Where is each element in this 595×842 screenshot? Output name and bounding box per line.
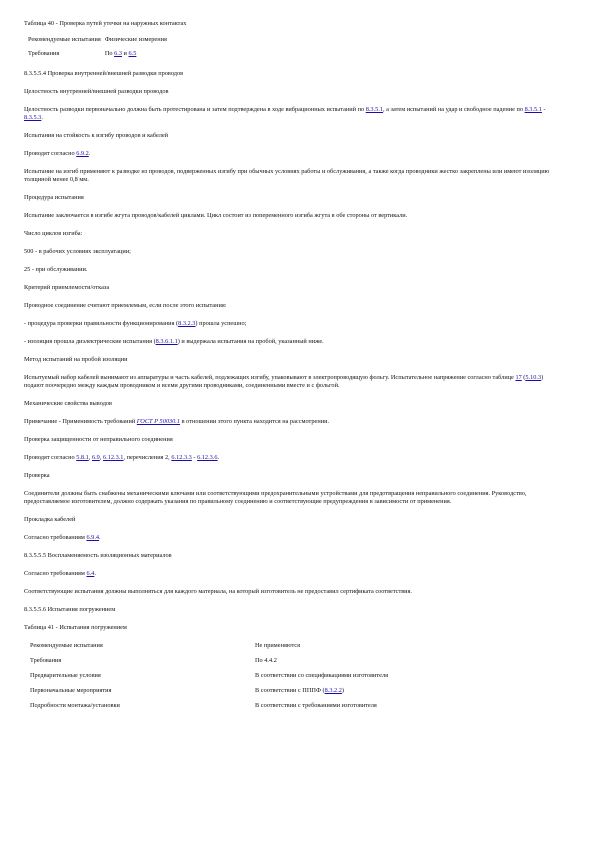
check-paragraph: Соединители должны быть снабжены механическими ключами или соответствующими предохранительными устройствами для предотвращения неправильного соединения. Руководство, предоставляемое изготовителем, должно содержать указания по правильному соединению и соответствующие предупреждения в зависимости от применения. xyxy=(24,490,527,505)
link-8-3-5-1[interactable]: 8.3.5.1 xyxy=(365,106,384,113)
table-40-title: Таблица 40 - Проверка путей утечки на наружных контактах xyxy=(24,20,187,27)
text-fragment: Согласно требованиям xyxy=(24,570,87,577)
criteria-item xyxy=(24,338,564,346)
link-gost-r-50030-1[interactable]: ГОСТ Р 50030.1 xyxy=(136,418,181,425)
cycles-heading: Число циклов изгиба: xyxy=(24,230,83,237)
table-cell: В соответствии со спецификациями изготовителя xyxy=(255,672,389,679)
table-row xyxy=(28,657,548,672)
criteria-item xyxy=(24,320,564,328)
mech-note xyxy=(24,418,564,426)
cycles-line: 500 - в рабочих условиях эксплуатации; xyxy=(24,248,131,255)
text-fragment: . xyxy=(88,150,91,157)
table-row xyxy=(26,36,169,50)
table-cell: Не применяются xyxy=(255,642,300,649)
section-heading-8-3-5-5-5: 8.3.5.5.5 Воспламеняемость изоляционных материалов xyxy=(24,552,172,559)
table-row xyxy=(26,50,169,64)
text-fragment: Проводят согласно xyxy=(24,454,77,461)
text-fragment: , перечисления 2, xyxy=(123,454,172,461)
text-fragment: ) прошла успешно; xyxy=(195,320,247,327)
table-cell: Подробности монтажа/установки xyxy=(30,702,120,709)
text-fragment: ) подают поочередно между каждым проводником и всеми другими проводниками, соединенными вместе и с фольгой. xyxy=(24,374,544,389)
section-heading-8-3-5-5-6: 8.3.5.5.6 Испытания погружением xyxy=(24,606,116,613)
text-fragment: . xyxy=(217,454,220,461)
link-8-3-6-1-1[interactable]: 8.3.6.1.1 xyxy=(155,338,178,345)
table-cell: В соответствии с требованиями изготовителя xyxy=(255,702,377,709)
criteria-heading: Критерий приемлемости/отказа xyxy=(24,284,110,291)
table-cell: Рекомендуемые испытания xyxy=(28,36,101,43)
table-cell: Рекомендуемые испытания xyxy=(30,642,103,649)
misconnection-reference xyxy=(24,454,564,462)
text-fragment: ( xyxy=(521,374,526,381)
document-page xyxy=(24,20,564,717)
bending-reference xyxy=(24,150,564,158)
mech-heading: Механические свойства выводов xyxy=(24,400,113,407)
breakdown-paragraph xyxy=(24,374,564,390)
link-8-3-2-3[interactable]: 8.3.2.3 xyxy=(178,320,196,327)
table-cell: Требования xyxy=(28,50,60,57)
integrity-paragraph xyxy=(24,106,564,122)
text-fragment: - xyxy=(191,454,198,461)
table-row xyxy=(28,642,548,657)
text-fragment: в отношении этого пункта находится на рассмотрении. xyxy=(180,418,330,425)
bending-heading: Испытания на стойкость к изгибу проводов и кабелей xyxy=(24,132,169,139)
table-cell: Первоначальные мероприятия xyxy=(30,687,112,694)
table-row xyxy=(28,672,548,687)
check-heading: Проверка xyxy=(24,472,50,479)
text-fragment: , xyxy=(88,454,92,461)
link-6-4[interactable]: 6.4 xyxy=(86,570,95,577)
misconnection-heading: Проверка защищенности от неправильного соединения xyxy=(24,436,173,443)
text-fragment: Целостность разводки первоначально должна быть протестирована и затем подтверждена в ходе вибрационных испытаний по xyxy=(24,106,366,113)
link-6-12-3-3[interactable]: 6.12.3.3 xyxy=(171,454,192,461)
link-6-5[interactable]: 6.5 xyxy=(128,50,137,57)
table-cell: По 4.4.2 xyxy=(255,657,277,664)
cycles-line: 25 - при обслуживании. xyxy=(24,266,88,273)
text-fragment: . xyxy=(41,114,43,121)
table-cell: Предварительные условия xyxy=(30,672,101,679)
link-6-9-4[interactable]: 6.9.4 xyxy=(86,534,100,541)
breakdown-heading: Метод испытаний на пробой изоляции xyxy=(24,356,128,363)
text-fragment: Согласно требованиям xyxy=(24,534,87,541)
text-fragment: Примечание - Применимость требований xyxy=(24,418,137,425)
laying-heading: Прокладка кабелей xyxy=(24,516,76,523)
link-5-10-3[interactable]: 5.10.3 xyxy=(525,374,542,381)
link-8-3-5-1-b[interactable]: 8.3.5.1 xyxy=(524,106,542,113)
laying-reference xyxy=(24,534,564,542)
text-fragment: - процедура проверки правильности функционирования ( xyxy=(24,320,179,327)
flammability-paragraph: Соответствующие испытания должны выполняться для каждого материала, на который изготовитель не предоставил сертификата соответствия. xyxy=(24,588,413,595)
table-41-title: Таблица 41 - Испытания погружением xyxy=(24,624,127,631)
table-row xyxy=(28,687,548,702)
table-cell xyxy=(103,50,169,64)
link-6-3[interactable]: 6.3 xyxy=(114,50,122,57)
link-5-8-1[interactable]: 5.8.1 xyxy=(76,454,89,461)
procedure-paragraph: Испытание заключается в изгибе жгута проводов/кабелей циклами. Цикл состоит из попеременного изгиба жгута в обе стороны от вертикали. xyxy=(24,212,408,219)
text-fragment: - изоляция прошла диэлектрические испытания ( xyxy=(24,338,156,345)
text-fragment: ) и выдержала испытания на пробой, указанный ниже. xyxy=(177,338,324,345)
link-table-17[interactable]: 17 xyxy=(515,374,522,381)
link-6-12-3-6[interactable]: 6.12.3.6 xyxy=(197,454,218,461)
procedure-heading: Процедура испытания xyxy=(24,194,84,201)
bending-paragraph: Испытание на изгиб применяют к разводке из проводов, подверженных изгибу при обычных условиях работы и обслуживания, а также когда проводники жестко закреплены или имеют изоляцию толщиной менее 0,8 мм. xyxy=(24,168,550,183)
table-cell xyxy=(253,687,548,702)
table-cell: Физические измерения xyxy=(104,36,167,43)
link-8-3-2-2[interactable]: 8.3.2.2 xyxy=(324,687,342,694)
text-fragment: По xyxy=(104,50,115,57)
table-40 xyxy=(26,36,169,64)
link-8-3-5-3[interactable]: 8.3.5.3 xyxy=(24,114,42,121)
integrity-heading: Целостность внутренней/внешней разводки проводов xyxy=(24,88,169,95)
table-cell: Требования xyxy=(30,657,62,664)
text-fragment: Испытуемый набор кабелей вынимают из аппаратуры и часть кабелей, подлежащих изгибу, упаковывают в электропроводящую фольгу. Испытательное напряжение согласно таблице xyxy=(24,374,516,381)
link-6-12-3-1[interactable]: 6.12.3.1 xyxy=(102,454,124,461)
text-fragment: , xyxy=(99,454,103,461)
text-fragment: ) xyxy=(341,687,345,694)
link-6-9[interactable]: 6.9 xyxy=(91,454,100,461)
text-fragment: В соответствии с ПППФ ( xyxy=(255,687,325,694)
criteria-paragraph: Проводное соединение считают приемлемым, если после этого испытания: xyxy=(24,302,227,309)
flammability-reference xyxy=(24,570,564,578)
text-fragment: . xyxy=(94,570,96,577)
text-fragment: . xyxy=(99,534,101,541)
table-41 xyxy=(28,642,548,717)
section-heading-8-3-5-5-4: 8.3.5.5.4 Проверка внутренней/внешней разводки проводов xyxy=(24,70,184,77)
table-row xyxy=(28,702,548,717)
link-6-9-2[interactable]: 6.9.2 xyxy=(76,150,89,157)
text-fragment: Проводят согласно xyxy=(24,150,77,157)
text-fragment: и xyxy=(121,50,129,57)
text-fragment: - xyxy=(541,106,546,113)
text-fragment: , а затем испытаний на удар и свободное падение по xyxy=(383,106,525,113)
